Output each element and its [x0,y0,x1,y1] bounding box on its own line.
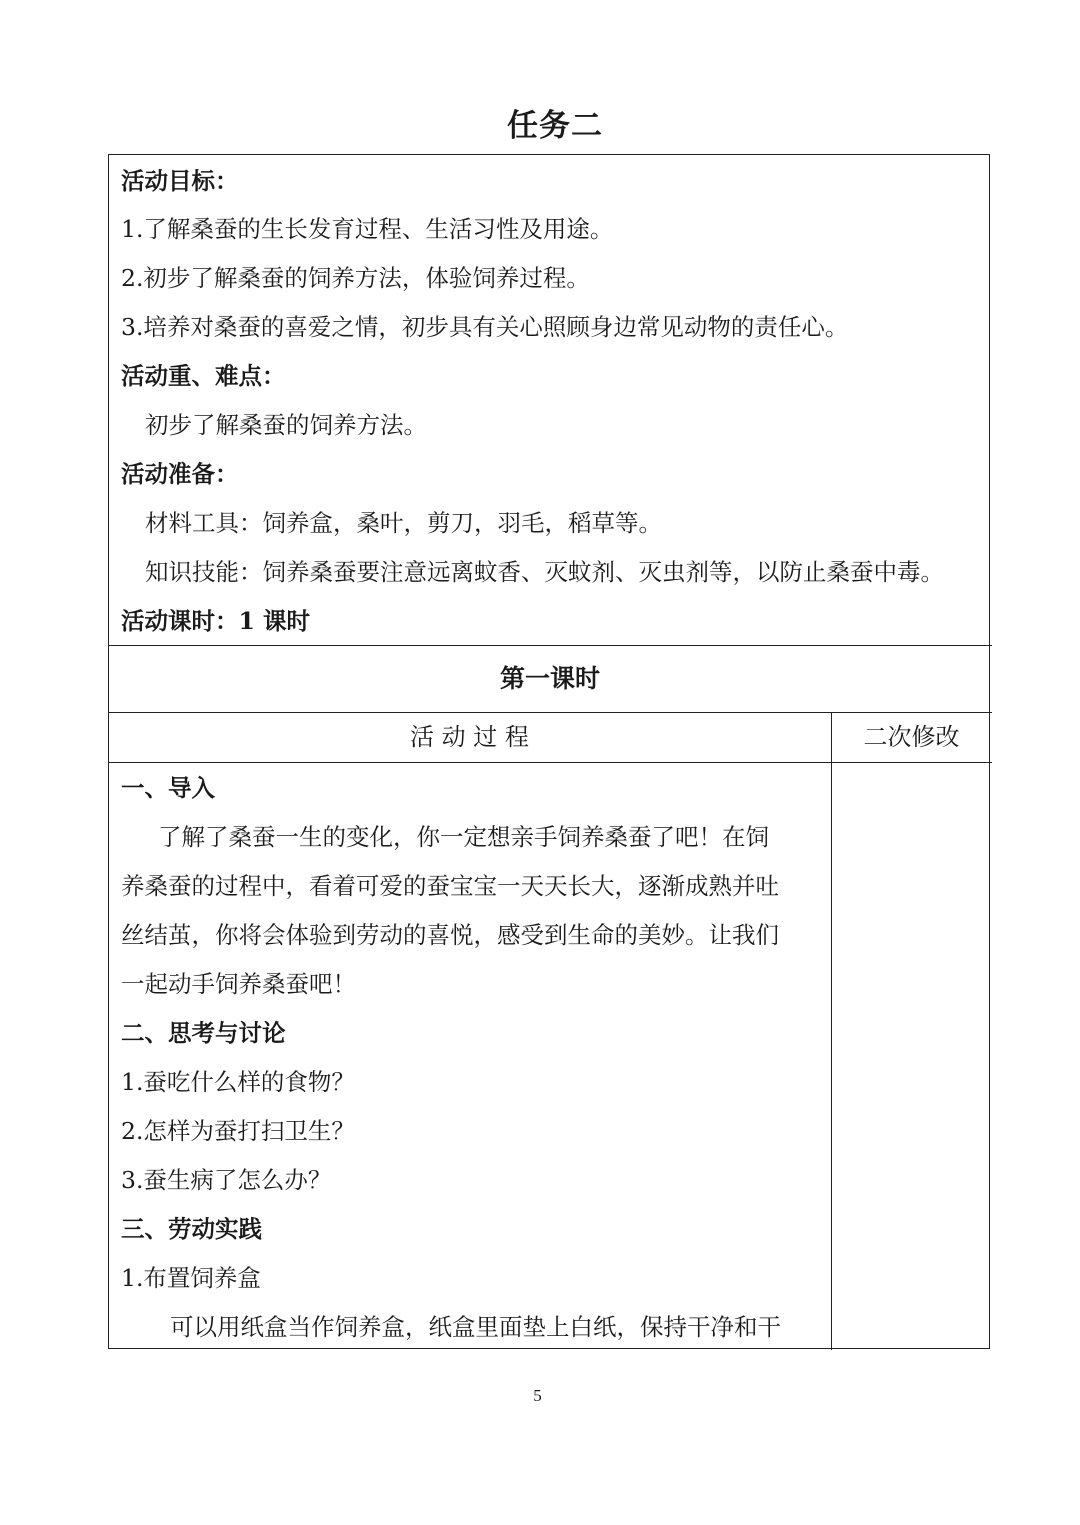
key-points-heading: 活动重、难点： [121,362,286,390]
table-divider-objectives [108,645,992,646]
intro-heading: 一、导入 [121,774,215,802]
table-divider-section [108,712,992,713]
lesson-hours: 活动课时：1 课时 [121,607,311,635]
discussion-item-1: 1.蚕吃什么样的食物？ [121,1068,355,1096]
section-title: 第一课时 [499,664,600,693]
objectives-heading: 活动目标： [121,167,239,195]
table-divider-header [108,762,992,763]
table-column-divider [831,712,832,1350]
preparation-materials: 材料工具：饲养盒，桑叶，剪刀，羽毛，稻草等。 [145,509,662,537]
key-points-text: 初步了解桑蚕的饲养方法。 [145,411,427,439]
discussion-item-2: 2.怎样为蚕打扫卫生？ [121,1117,355,1145]
practice-text: 可以用纸盒当作饲养盒，纸盒里面垫上白纸，保持干净和干 [170,1313,781,1341]
discussion-heading: 二、思考与讨论 [121,1019,286,1047]
preparation-heading: 活动准备： [121,460,239,488]
revision-column-header: 二次修改 [863,723,960,751]
practice-step-1: 1.布置饲养盒 [121,1264,261,1292]
intro-line-3: 丝结茧，你将会体验到劳动的喜悦，感受到生命的美妙。让我们 [121,921,779,949]
process-column-header: 活 动 过 程 [410,723,529,751]
page-title: 任务二 [507,108,603,144]
intro-line-4: 一起动手饲养桑蚕吧！ [121,970,356,998]
practice-heading: 三、劳动实践 [121,1215,262,1243]
objective-item-1: 1.了解桑蚕的生长发育过程、生活习性及用途。 [121,215,614,243]
objective-item-3: 3.培养对桑蚕的喜爱之情，初步具有关心照顾身边常见动物的责任心。 [121,313,849,341]
discussion-item-3: 3.蚕生病了怎么办？ [121,1166,332,1194]
revision-cell [833,764,989,1348]
preparation-knowledge: 知识技能：饲养桑蚕要注意远离蚊香、灭蚊剂、灭虫剂等，以防止桑蚕中毒。 [145,558,944,586]
intro-line-2: 养桑蚕的过程中，看着可爱的蚕宝宝一天天长大，逐渐成熟并吐 [121,872,779,900]
objective-item-2: 2.初步了解桑蚕的饲养方法，体验饲养过程。 [121,264,590,292]
intro-line-1: 了解了桑蚕一生的变化，你一定想亲手饲养桑蚕了吧！在饲 [158,823,769,851]
page-number: 5 [533,1386,542,1405]
